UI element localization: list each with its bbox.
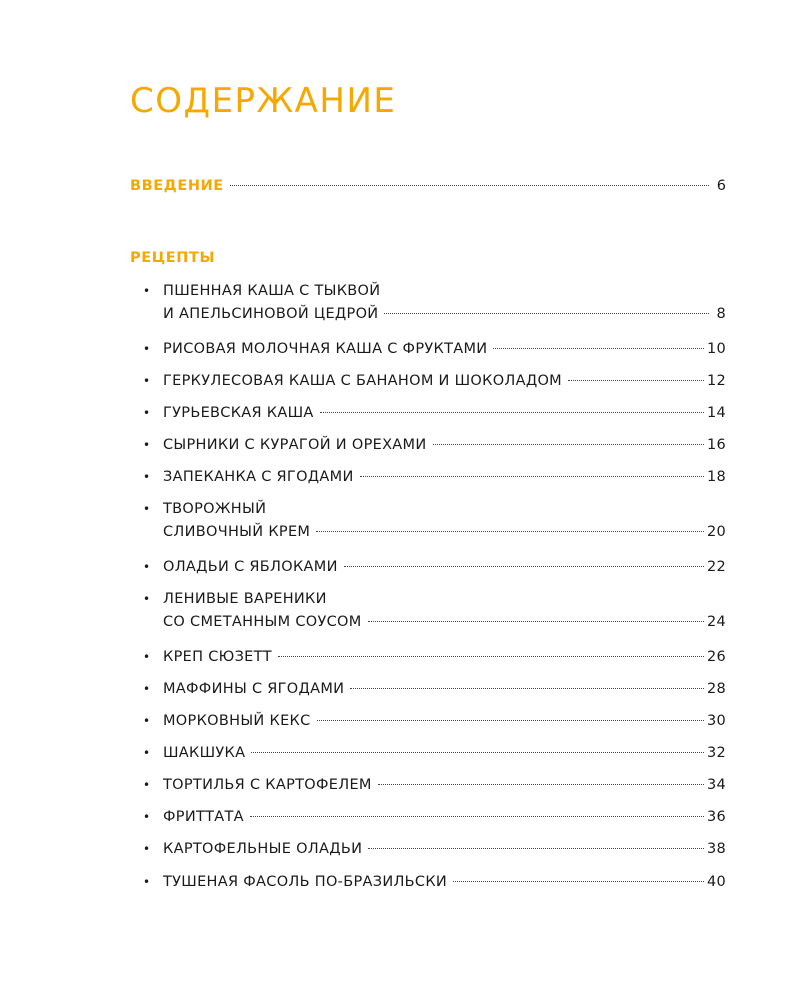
entry-page-number: 32 (706, 745, 726, 761)
dot-leader (378, 784, 704, 785)
toc-entry[interactable] (143, 588, 726, 634)
entry-title-line1: ТВОРОЖНЫЙ (163, 501, 267, 517)
entry-page-number: 18 (706, 469, 726, 485)
bullet-icon: • (143, 875, 151, 889)
entry-title: ОЛАДЬИ С ЯБЛОКАМИ (163, 559, 338, 575)
entry-page-number: 38 (706, 841, 726, 857)
dot-leader (350, 688, 704, 689)
entry-row (143, 303, 726, 326)
dot-leader (316, 531, 704, 532)
entry-title: МАФФИНЫ С ЯГОДАМИ (163, 681, 345, 697)
toc-entry[interactable] (143, 646, 726, 669)
entry-page-number: 8 (716, 306, 726, 322)
entry-title: МОРКОВНЫЙ КЕКС (163, 713, 311, 729)
dot-leader (317, 720, 704, 721)
toc-entry[interactable] (143, 678, 726, 701)
bullet-icon: • (143, 746, 151, 760)
entry-page-number: 12 (706, 373, 726, 389)
entry-row (143, 434, 726, 457)
toc-entry[interactable] (143, 742, 726, 765)
dot-leader (568, 380, 704, 381)
toc-entry[interactable] (143, 498, 726, 544)
intro-label: ВВЕДЕНИЕ (130, 178, 224, 194)
dot-leader (278, 656, 704, 657)
entry-title: КРЕП СЮЗЕТТ (163, 649, 272, 665)
bullet-icon: • (143, 470, 151, 484)
bullet-icon: • (143, 592, 151, 606)
entry-title: КАРТОФЕЛЬНЫЕ ОЛАДЬИ (163, 841, 363, 857)
toc-entry[interactable] (143, 280, 726, 326)
entry-title: ТОРТИЛЬЯ С КАРТОФЕЛЕМ (163, 777, 372, 793)
entry-page-number: 24 (706, 614, 726, 630)
dot-leader (368, 848, 704, 849)
entry-row (143, 806, 726, 829)
toc-entry[interactable] (143, 838, 726, 861)
bullet-icon: • (143, 284, 151, 298)
entry-page-number: 40 (706, 874, 726, 890)
entry-row (143, 678, 726, 701)
toc-entry[interactable] (143, 774, 726, 797)
entry-row (143, 338, 726, 361)
entry-title: РИСОВАЯ МОЛОЧНАЯ КАША С ФРУКТАМИ (163, 341, 488, 357)
toc-entry[interactable] (143, 556, 726, 579)
entry-page-number: 34 (706, 777, 726, 793)
entry-row (143, 611, 726, 634)
entry-title: ФРИТТАТА (163, 809, 244, 825)
entry-row (143, 521, 726, 544)
toc-entry[interactable] (143, 338, 726, 361)
bullet-icon: • (143, 650, 151, 664)
toc-entry[interactable] (143, 434, 726, 457)
dot-leader (360, 476, 704, 477)
toc-entry[interactable] (143, 466, 726, 489)
dot-leader (368, 621, 704, 622)
entry-title-line1: ЛЕНИВЫЕ ВАРЕНИКИ (163, 591, 327, 607)
entry-title-line1: ПШЕННАЯ КАША С ТЫКВОЙ (163, 283, 381, 299)
entry-row (143, 710, 726, 733)
bullet-icon: • (143, 406, 151, 420)
dot-leader (251, 752, 704, 753)
entry-row (143, 742, 726, 765)
entry-row (143, 646, 726, 669)
entry-row (143, 370, 726, 393)
dot-leader (433, 444, 704, 445)
dot-leader (230, 185, 709, 186)
entry-title: СЫРНИКИ С КУРАГОЙ И ОРЕХАМИ (163, 437, 427, 453)
dot-leader (493, 348, 704, 349)
entry-title: ШАКШУКА (163, 745, 246, 761)
bullet-icon: • (143, 714, 151, 728)
entry-page-number: 22 (706, 559, 726, 575)
entry-row (143, 402, 726, 425)
toc-entry[interactable] (143, 871, 726, 894)
entry-page-number: 10 (706, 341, 726, 357)
entry-page-number: 14 (706, 405, 726, 421)
bullet-icon: • (143, 778, 151, 792)
dot-leader (250, 816, 704, 817)
entry-page-number: 30 (706, 713, 726, 729)
dot-leader (320, 412, 704, 413)
bullet-icon: • (143, 438, 151, 452)
dot-leader (384, 313, 709, 314)
entry-title: ТУШЕНАЯ ФАСОЛЬ ПО-БРАЗИЛЬСКИ (163, 874, 448, 890)
entry-title: ГУРЬЕВСКАЯ КАША (163, 405, 314, 421)
bullet-icon: • (143, 374, 151, 388)
toc-entry[interactable] (143, 806, 726, 829)
dot-leader (453, 881, 704, 882)
recipes-section-title: РЕЦЕПТЫ (130, 250, 216, 266)
entry-row (143, 871, 726, 894)
entry-row (143, 838, 726, 861)
entry-page-number: 26 (706, 649, 726, 665)
toc-entry[interactable] (143, 402, 726, 425)
entry-row (143, 774, 726, 797)
toc-entry-intro[interactable] (130, 176, 726, 196)
bullet-icon: • (143, 842, 151, 856)
entry-row (143, 556, 726, 579)
entry-title: ЗАПЕКАНКА С ЯГОДАМИ (163, 469, 354, 485)
entry-page-number: 28 (706, 681, 726, 697)
entry-page-number: 36 (706, 809, 726, 825)
bullet-icon: • (143, 502, 151, 516)
bullet-icon: • (143, 682, 151, 696)
entry-title: СЛИВОЧНЫЙ КРЕМ (163, 524, 311, 540)
entry-row (143, 466, 726, 489)
toc-entry[interactable] (143, 710, 726, 733)
entry-title: ГЕРКУЛЕСОВАЯ КАША С БАНАНОМ И ШОКОЛАДОМ (163, 373, 562, 389)
bullet-icon: • (143, 560, 151, 574)
toc-entry[interactable] (143, 370, 726, 393)
entry-page-number: 20 (706, 524, 726, 540)
bullet-icon: • (143, 810, 151, 824)
page-title: СОДЕРЖАНИЕ (130, 81, 397, 121)
intro-page-number: 6 (716, 178, 726, 194)
entry-title: И АПЕЛЬСИНОВОЙ ЦЕДРОЙ (163, 306, 379, 322)
entry-page-number: 16 (706, 437, 726, 453)
bullet-icon: • (143, 342, 151, 356)
dot-leader (344, 566, 704, 567)
entry-title: СО СМЕТАННЫМ СОУСОМ (163, 614, 362, 630)
